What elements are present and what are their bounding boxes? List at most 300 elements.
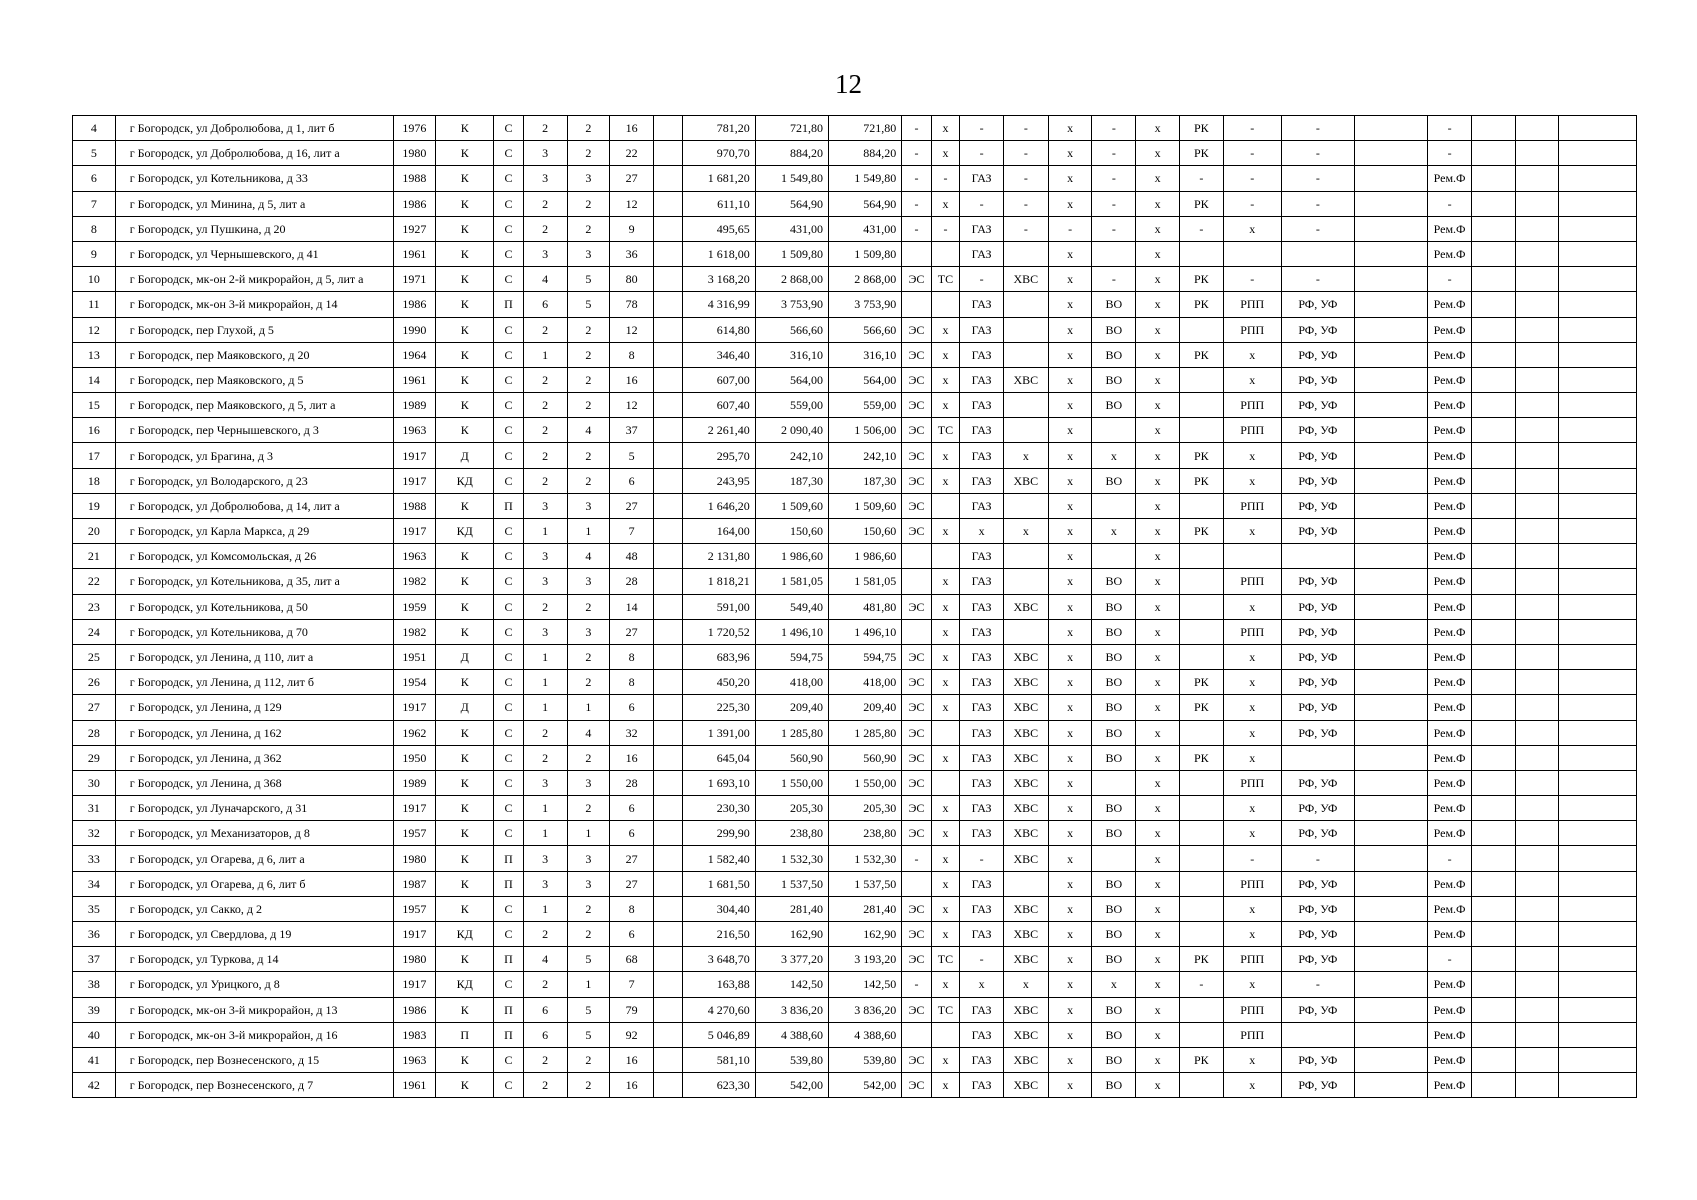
table-cell: х <box>1136 116 1180 141</box>
table-cell <box>1179 418 1223 443</box>
table-cell: - <box>1281 191 1354 216</box>
table-cell <box>1179 796 1223 821</box>
table-cell: х <box>1048 418 1092 443</box>
table-cell: С <box>494 770 524 795</box>
table-cell: 3 193,20 <box>828 947 901 972</box>
table-cell: 1 496,10 <box>828 619 901 644</box>
table-cell <box>653 1073 683 1098</box>
table-cell: ГАЗ <box>960 544 1004 569</box>
table-cell: С <box>494 216 524 241</box>
table-cell: ЭС <box>902 997 932 1022</box>
table-cell <box>1559 644 1637 669</box>
table-cell: х <box>1003 443 1048 468</box>
table-cell: Рем.Ф <box>1428 1022 1472 1047</box>
table-row <box>73 166 1637 191</box>
table-cell <box>653 443 683 468</box>
table-cell: ВО <box>1092 695 1136 720</box>
table-cell: 542,00 <box>828 1073 901 1098</box>
table-row <box>73 443 1637 468</box>
table-cell <box>1471 922 1515 947</box>
table-cell: 8 <box>610 644 654 669</box>
table-cell: 781,20 <box>683 116 755 141</box>
table-cell: 7 <box>610 972 654 997</box>
table-cell: 1988 <box>393 166 436 191</box>
table-cell: х <box>960 972 1004 997</box>
table-cell: 281,40 <box>828 896 901 921</box>
table-cell: РПП <box>1223 569 1281 594</box>
row-number-cell: 13 <box>73 342 116 367</box>
table-cell <box>1003 493 1048 518</box>
table-cell: 2 <box>567 922 610 947</box>
table-cell <box>1515 922 1559 947</box>
table-cell: ВО <box>1092 619 1136 644</box>
table-cell: С <box>494 745 524 770</box>
table-cell <box>1281 1022 1354 1047</box>
table-cell: 1 <box>523 342 567 367</box>
table-cell: 16 <box>610 367 654 392</box>
table-cell: - <box>1003 141 1048 166</box>
table-cell: х <box>931 367 959 392</box>
table-cell: ВО <box>1092 997 1136 1022</box>
table-cell: 5 <box>567 947 610 972</box>
table-cell <box>902 544 932 569</box>
table-cell: х <box>1136 393 1180 418</box>
table-cell: 3 <box>567 770 610 795</box>
table-cell: 3 <box>567 493 610 518</box>
table-cell: х <box>1048 141 1092 166</box>
table-cell <box>931 770 959 795</box>
table-cell: П <box>494 1022 524 1047</box>
table-cell: 3 <box>523 166 567 191</box>
table-cell <box>653 468 683 493</box>
table-cell: - <box>1428 846 1472 871</box>
table-row <box>73 594 1637 619</box>
table-cell: РПП <box>1223 871 1281 896</box>
table-cell: 970,70 <box>683 141 755 166</box>
table-cell: 28 <box>610 770 654 795</box>
address-cell: г Богородск, ул Брагина, д 3 <box>115 443 393 468</box>
table-cell: К <box>436 871 494 896</box>
table-cell <box>1179 770 1223 795</box>
table-cell <box>653 1022 683 1047</box>
table-cell: х <box>1136 317 1180 342</box>
table-cell: ГАЗ <box>960 317 1004 342</box>
table-cell: 5 <box>567 997 610 1022</box>
table-row <box>73 367 1637 392</box>
table-cell <box>1515 116 1559 141</box>
table-cell: ГАЗ <box>960 644 1004 669</box>
table-cell: 564,00 <box>755 367 828 392</box>
table-cell: х <box>1223 922 1281 947</box>
table-cell: 1963 <box>393 418 436 443</box>
table-cell <box>1471 896 1515 921</box>
table-cell <box>1179 569 1223 594</box>
table-cell: - <box>1281 116 1354 141</box>
table-cell <box>1559 1073 1637 1098</box>
table-cell: ГАЗ <box>960 619 1004 644</box>
table-cell: - <box>1092 216 1136 241</box>
table-cell <box>1354 292 1427 317</box>
table-cell <box>902 292 932 317</box>
table-cell <box>1003 241 1048 266</box>
table-cell: 1963 <box>393 544 436 569</box>
table-cell: 1961 <box>393 241 436 266</box>
table-cell: - <box>902 972 932 997</box>
table-row <box>73 644 1637 669</box>
table-cell <box>1354 594 1427 619</box>
table-cell: 623,30 <box>683 1073 755 1098</box>
table-cell <box>1471 745 1515 770</box>
table-cell: 1 582,40 <box>683 846 755 871</box>
table-cell: ХВС <box>1003 896 1048 921</box>
table-cell: 316,10 <box>755 342 828 367</box>
table-cell <box>1515 770 1559 795</box>
table-cell: Рем.Ф <box>1428 594 1472 619</box>
table-cell: 3 <box>523 569 567 594</box>
table-cell: С <box>494 670 524 695</box>
table-cell: 1 <box>567 519 610 544</box>
table-cell: 1 693,10 <box>683 770 755 795</box>
table-cell: 2 <box>567 367 610 392</box>
table-cell: 162,90 <box>755 922 828 947</box>
table-cell <box>1515 241 1559 266</box>
table-cell: 2 090,40 <box>755 418 828 443</box>
table-cell <box>1179 997 1223 1022</box>
table-cell: Рем.Ф <box>1428 972 1472 997</box>
table-cell: РФ, УФ <box>1281 468 1354 493</box>
table-cell: 3 377,20 <box>755 947 828 972</box>
table-cell <box>1559 493 1637 518</box>
table-cell: 1951 <box>393 644 436 669</box>
table-cell: 1917 <box>393 443 436 468</box>
table-cell: 5 <box>567 267 610 292</box>
table-cell: 3 648,70 <box>683 947 755 972</box>
table-cell <box>1471 670 1515 695</box>
table-cell: С <box>494 267 524 292</box>
table-cell: х <box>1048 1073 1092 1098</box>
table-cell <box>1179 1022 1223 1047</box>
table-cell: 3 <box>523 141 567 166</box>
table-cell <box>653 670 683 695</box>
table-cell <box>1179 1073 1223 1098</box>
table-cell: РК <box>1179 947 1223 972</box>
table-cell: 1 581,05 <box>828 569 901 594</box>
table-cell: - <box>1223 846 1281 871</box>
table-cell: 1 <box>567 821 610 846</box>
table-cell: ЭС <box>902 393 932 418</box>
table-cell: х <box>1136 871 1180 896</box>
table-cell <box>1003 569 1048 594</box>
table-cell <box>1559 367 1637 392</box>
register-body <box>73 116 1637 1098</box>
table-cell: РК <box>1179 745 1223 770</box>
table-cell: 1 285,80 <box>755 720 828 745</box>
table-cell: 1987 <box>393 871 436 896</box>
table-cell: ВО <box>1092 821 1136 846</box>
table-cell <box>1559 393 1637 418</box>
table-row <box>73 821 1637 846</box>
table-cell <box>1354 493 1427 518</box>
table-cell <box>1559 544 1637 569</box>
table-cell: х <box>1048 493 1092 518</box>
table-cell: 27 <box>610 493 654 518</box>
table-cell: х <box>1136 745 1180 770</box>
table-cell <box>931 292 959 317</box>
table-cell: ЭС <box>902 1047 932 1072</box>
table-cell: С <box>494 594 524 619</box>
table-cell: 549,40 <box>755 594 828 619</box>
table-cell: х <box>1048 695 1092 720</box>
table-cell: Рем.Ф <box>1428 896 1472 921</box>
address-cell: г Богородск, мк-он 2-й микрорайон, д 5, лит а <box>115 267 393 292</box>
table-cell: 6 <box>610 468 654 493</box>
table-cell <box>1092 544 1136 569</box>
table-cell: РК <box>1179 695 1223 720</box>
table-cell <box>1092 493 1136 518</box>
table-cell <box>653 922 683 947</box>
table-cell: К <box>436 670 494 695</box>
table-cell: С <box>494 342 524 367</box>
table-cell: К <box>436 241 494 266</box>
table-cell: х <box>1048 544 1092 569</box>
table-cell: х <box>1048 594 1092 619</box>
table-cell <box>1471 972 1515 997</box>
table-cell <box>1559 821 1637 846</box>
table-cell: х <box>931 695 959 720</box>
table-cell <box>1223 544 1281 569</box>
table-row <box>73 216 1637 241</box>
table-cell: ВО <box>1092 670 1136 695</box>
table-cell: К <box>436 544 494 569</box>
table-cell: ВО <box>1092 292 1136 317</box>
table-cell: 16 <box>610 745 654 770</box>
table-cell: ВО <box>1092 594 1136 619</box>
table-cell <box>1559 922 1637 947</box>
table-cell: РФ, УФ <box>1281 770 1354 795</box>
table-cell: х <box>1223 367 1281 392</box>
table-cell <box>1559 846 1637 871</box>
table-cell: С <box>494 644 524 669</box>
table-cell <box>1559 745 1637 770</box>
table-cell: 564,90 <box>828 191 901 216</box>
table-cell: ВО <box>1092 922 1136 947</box>
table-cell: К <box>436 745 494 770</box>
table-cell: 1 681,20 <box>683 166 755 191</box>
address-cell: г Богородск, ул Добролюбова, д 16, лит а <box>115 141 393 166</box>
table-cell <box>1559 241 1637 266</box>
table-cell: Д <box>436 695 494 720</box>
table-cell: х <box>1048 166 1092 191</box>
table-cell: РПП <box>1223 493 1281 518</box>
table-cell <box>1003 317 1048 342</box>
table-cell <box>1471 519 1515 544</box>
table-cell: 2 <box>567 1047 610 1072</box>
table-cell: х <box>931 972 959 997</box>
table-cell: 3 <box>523 241 567 266</box>
table-row <box>73 922 1637 947</box>
table-cell: 6 <box>523 292 567 317</box>
table-cell: ВО <box>1092 720 1136 745</box>
table-cell: 1 <box>523 519 567 544</box>
row-number-cell: 10 <box>73 267 116 292</box>
table-cell: К <box>436 720 494 745</box>
table-cell: Рем.Ф <box>1428 317 1472 342</box>
address-cell: г Богородск, ул Володарского, д 23 <box>115 468 393 493</box>
table-cell <box>1515 569 1559 594</box>
table-cell: 150,60 <box>828 519 901 544</box>
table-cell <box>1559 796 1637 821</box>
table-cell: С <box>494 972 524 997</box>
table-cell: Рем.Ф <box>1428 468 1472 493</box>
table-cell: ВО <box>1092 1073 1136 1098</box>
table-cell: 242,10 <box>755 443 828 468</box>
table-cell: 1 <box>523 896 567 921</box>
row-number-cell: 41 <box>73 1047 116 1072</box>
table-cell: х <box>1136 896 1180 921</box>
table-cell <box>1471 216 1515 241</box>
table-cell: - <box>1223 166 1281 191</box>
table-cell: С <box>494 796 524 821</box>
table-cell <box>653 846 683 871</box>
table-cell <box>1515 267 1559 292</box>
table-cell <box>1559 1022 1637 1047</box>
table-cell: 1989 <box>393 770 436 795</box>
table-cell: х <box>1223 720 1281 745</box>
table-cell: 1 549,80 <box>828 166 901 191</box>
table-cell: 5 <box>567 1022 610 1047</box>
table-cell <box>1092 418 1136 443</box>
table-cell: - <box>1092 166 1136 191</box>
table-cell <box>1354 1047 1427 1072</box>
table-cell <box>1354 745 1427 770</box>
table-cell: 1 <box>523 695 567 720</box>
table-cell: 1957 <box>393 821 436 846</box>
table-cell: х <box>931 619 959 644</box>
table-cell: х <box>1048 922 1092 947</box>
table-cell: ХВС <box>1003 846 1048 871</box>
table-cell: х <box>1223 443 1281 468</box>
table-cell <box>1515 896 1559 921</box>
table-cell: РК <box>1179 1047 1223 1072</box>
table-row <box>73 770 1637 795</box>
table-cell: 1986 <box>393 292 436 317</box>
table-cell: х <box>1136 569 1180 594</box>
table-cell <box>1471 367 1515 392</box>
table-cell: С <box>494 922 524 947</box>
table-cell: 2 <box>523 367 567 392</box>
table-cell: х <box>1136 922 1180 947</box>
table-cell <box>653 241 683 266</box>
table-cell: 187,30 <box>755 468 828 493</box>
table-cell <box>931 493 959 518</box>
table-cell: х <box>1048 896 1092 921</box>
table-cell: ГАЗ <box>960 569 1004 594</box>
table-cell: х <box>1092 972 1136 997</box>
table-cell: х <box>1048 468 1092 493</box>
row-number-cell: 32 <box>73 821 116 846</box>
table-cell: С <box>494 896 524 921</box>
table-cell <box>1003 418 1048 443</box>
table-cell: 2 131,80 <box>683 544 755 569</box>
table-cell <box>653 292 683 317</box>
table-cell: П <box>494 846 524 871</box>
table-cell: ЭС <box>902 670 932 695</box>
address-cell: г Богородск, ул Котельникова, д 50 <box>115 594 393 619</box>
table-cell: Рем.Ф <box>1428 519 1472 544</box>
table-cell: ГАЗ <box>960 695 1004 720</box>
table-cell: ГАЗ <box>960 1047 1004 1072</box>
table-cell: 1961 <box>393 1073 436 1098</box>
table-cell: х <box>1136 695 1180 720</box>
table-cell: 1 496,10 <box>755 619 828 644</box>
table-cell: ГАЗ <box>960 493 1004 518</box>
table-cell <box>1515 1073 1559 1098</box>
table-cell: Рем.Ф <box>1428 720 1472 745</box>
table-cell: 2 <box>567 191 610 216</box>
table-cell: Рем.Ф <box>1428 997 1472 1022</box>
table-cell: С <box>494 241 524 266</box>
address-cell: г Богородск, пер Маяковского, д 5, лит а <box>115 393 393 418</box>
table-cell: 3 <box>567 166 610 191</box>
row-number-cell: 35 <box>73 896 116 921</box>
table-cell <box>1003 292 1048 317</box>
table-cell: х <box>1048 569 1092 594</box>
table-cell: х <box>1048 720 1092 745</box>
table-cell: 3 <box>567 846 610 871</box>
table-cell: РФ, УФ <box>1281 947 1354 972</box>
table-cell: РФ, УФ <box>1281 997 1354 1022</box>
table-cell: 1 509,60 <box>828 493 901 518</box>
address-cell: г Богородск, ул Пушкина, д 20 <box>115 216 393 241</box>
address-cell: г Богородск, пер Вознесенского, д 15 <box>115 1047 393 1072</box>
table-cell: 418,00 <box>755 670 828 695</box>
table-cell: 564,00 <box>828 367 901 392</box>
row-number-cell: 25 <box>73 644 116 669</box>
table-cell: х <box>1048 191 1092 216</box>
table-cell: 3 <box>523 544 567 569</box>
table-cell: Рем.Ф <box>1428 796 1472 821</box>
table-cell: 1961 <box>393 367 436 392</box>
table-cell: ЭС <box>902 720 932 745</box>
table-cell: ГАЗ <box>960 292 1004 317</box>
table-cell <box>1559 594 1637 619</box>
table-row <box>73 695 1637 720</box>
table-cell: ХВС <box>1003 267 1048 292</box>
table-cell: 1 581,05 <box>755 569 828 594</box>
table-cell: - <box>1281 846 1354 871</box>
table-cell: 2 <box>567 141 610 166</box>
table-cell: С <box>494 695 524 720</box>
row-number-cell: 12 <box>73 317 116 342</box>
table-cell: - <box>1003 216 1048 241</box>
table-cell: ХВС <box>1003 1047 1048 1072</box>
table-cell: 80 <box>610 267 654 292</box>
table-cell <box>1354 821 1427 846</box>
table-cell: 243,95 <box>683 468 755 493</box>
table-cell: 16 <box>610 1073 654 1098</box>
table-cell <box>902 241 932 266</box>
table-row <box>73 116 1637 141</box>
table-cell: ЭС <box>902 267 932 292</box>
table-cell <box>1354 367 1427 392</box>
table-cell: 2 <box>567 594 610 619</box>
table-cell: х <box>1136 191 1180 216</box>
table-cell: - <box>931 216 959 241</box>
table-cell: 1917 <box>393 922 436 947</box>
table-cell: 1 550,00 <box>828 770 901 795</box>
table-cell <box>931 1022 959 1047</box>
table-cell: ЭС <box>902 695 932 720</box>
